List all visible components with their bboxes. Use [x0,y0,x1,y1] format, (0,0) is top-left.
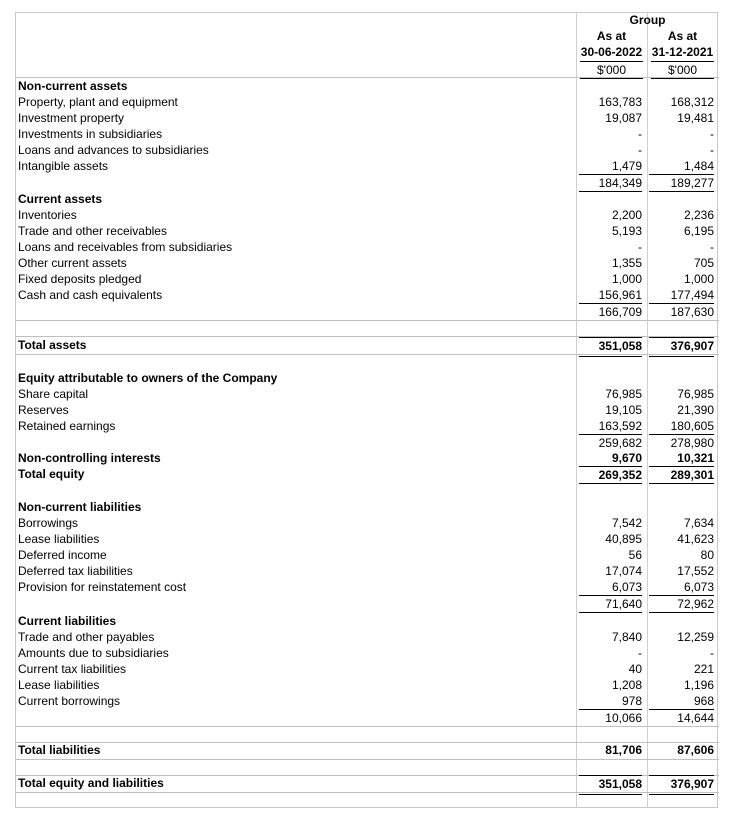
value-2021: 10,321 [677,451,714,465]
section-heading [16,370,719,386]
value-2021: 705 [693,256,714,270]
value-2022: 40 [628,662,642,676]
row-label: Other current assets [18,256,127,270]
row-label: Property, plant and equipment [18,95,178,109]
value-2021: 1,484 [683,159,714,173]
row-label: Deferred tax liabilities [18,564,133,578]
value-2022: 163,592 [598,419,642,433]
col1-unit: $'000 [580,61,643,79]
row-label: Lease liabilities [18,532,100,546]
value-2022: 7,840 [611,630,642,644]
row-label: Intangible assets [18,159,109,173]
total-row [16,466,719,482]
value-2021: 6,073 [683,580,714,594]
row-label: Loans and receivables from subsidiaries [18,240,233,254]
row-label: Current liabilities [18,614,117,628]
row-label: Investments in subsidiaries [18,127,163,141]
value-2021: 19,481 [677,111,714,125]
subtotal-row [16,595,719,611]
value-2021: 278,980 [649,434,714,451]
subtotal-row [16,303,719,319]
table-row [16,515,719,531]
table-row [16,142,719,158]
value-2022: 978 [621,694,642,708]
row-label: Fixed deposits pledged [18,272,142,286]
value-2021: 1,000 [683,272,714,286]
table-row [16,126,719,142]
value-2022: 17,074 [605,564,642,578]
value-2022: 56 [628,548,642,562]
section-heading [16,499,719,515]
row-separator [16,354,719,355]
col2-header-line1: As at [667,29,698,43]
value-2022: 9,670 [611,451,642,465]
value-2022: 1,479 [611,159,642,173]
row-separator [16,726,719,727]
row-label: Amounts due to subsidiaries [18,646,169,660]
value-2021: 1,196 [683,678,714,692]
balance-sheet [15,12,718,808]
row-separator [16,320,719,321]
row-label: Provision for reinstatement cost [18,580,187,594]
value-2021: - [710,646,714,660]
value-2021: 14,644 [649,709,714,727]
subtotal-row [16,709,719,725]
value-2021: 6,195 [683,224,714,238]
row-label: Total liabilities [18,743,101,757]
value-2022: 1,208 [611,678,642,692]
value-2021: 376,907 [649,337,714,357]
row-label: Share capital [18,387,89,401]
total-row [16,775,719,791]
col2-unit: $'000 [651,61,714,79]
row-label: Investment property [18,111,125,125]
table-row [16,386,719,402]
value-2021: 87,606 [677,743,714,757]
row-label: Lease liabilities [18,678,100,692]
value-2021: 76,985 [677,387,714,401]
value-2022: 5,193 [611,224,642,238]
value-2021: - [710,240,714,254]
value-2022: 6,073 [611,580,642,594]
row-label: Total equity [18,467,85,481]
value-2021: 2,236 [683,208,714,222]
subtotal-row [16,434,719,450]
row-label: Trade and other payables [18,630,155,644]
table-row [16,255,719,271]
value-2022: - [638,240,642,254]
value-2022: 156,961 [598,288,642,302]
value-2021: - [710,127,714,141]
value-2021: 72,962 [649,595,714,613]
table-row [16,645,719,661]
value-2021: 177,494 [670,288,714,302]
table-row [16,287,719,303]
table-row [16,693,719,709]
row-label: Cash and cash equivalents [18,288,163,302]
value-2022: - [638,646,642,660]
value-2022: 40,895 [605,532,642,546]
value-2022: 81,706 [605,743,642,757]
table-row [16,579,719,595]
row-label: Current borrowings [18,694,121,708]
value-2022: 10,066 [579,709,642,727]
row-label: Trade and other receivables [18,224,167,238]
total-row [16,337,719,353]
value-2022: 1,000 [611,272,642,286]
value-2021: 80 [700,548,714,562]
table-row [16,531,719,547]
value-2022: 259,682 [579,434,642,451]
row-label: Borrowings [18,516,79,530]
value-2021: 968 [693,694,714,708]
value-2022: 76,985 [605,387,642,401]
table-row [16,547,719,563]
value-2021: 17,552 [677,564,714,578]
value-2022: 71,640 [579,595,642,613]
value-2021: 168,312 [670,95,714,109]
value-2021: 221 [693,662,714,676]
row-label: Current assets [18,192,103,206]
table-row [16,677,719,693]
value-2022: - [638,127,642,141]
table-row [16,223,719,239]
value-2022: 19,087 [605,111,642,125]
total-row [16,742,719,758]
row-label: Non-current assets [18,79,128,93]
row-label: Non-current liabilities [18,500,142,514]
group-header: Group [629,13,666,27]
value-2022: 184,349 [579,174,642,192]
value-2022: 2,200 [611,208,642,222]
value-2021: - [710,143,714,157]
value-2021: 376,907 [649,775,714,795]
value-2021: 7,634 [683,516,714,530]
row-label: Non-controlling interests [18,451,161,465]
value-2021: 41,623 [677,532,714,546]
row-separator [16,759,719,760]
subtotal-row [16,174,719,190]
row-label: Equity attributable to owners of the Company [18,371,278,385]
col2-header-line2: 31-12-2021 [651,45,714,59]
table-row [16,271,719,287]
table-row [16,418,719,434]
value-2022: 351,058 [579,337,642,357]
value-2022: 7,542 [611,516,642,530]
value-2021: 21,390 [677,403,714,417]
value-2022: - [638,143,642,157]
value-2021: 12,259 [677,630,714,644]
value-2021: 180,605 [670,419,714,433]
table-row [16,239,719,255]
value-2021: 289,301 [649,466,714,484]
row-label: Total equity and liabilities [18,776,164,790]
table-row [16,94,719,110]
table-row [16,207,719,223]
table-row [16,563,719,579]
col1-header-line2: 30-06-2022 [580,45,643,59]
table-row [16,661,719,677]
row-label: Total assets [18,338,87,352]
value-2021: 187,630 [649,303,714,321]
col1-header-line1: As at [596,29,627,43]
section-heading [16,191,719,207]
table-row [16,450,719,466]
row-separator [16,792,719,793]
row-label: Inventories [18,208,77,222]
table-row [16,158,719,174]
value-2022: 269,352 [579,466,642,484]
section-heading [16,78,719,94]
value-2022: 163,783 [598,95,642,109]
value-2022: 166,709 [579,303,642,321]
row-label: Retained earnings [18,419,116,433]
table-row [16,402,719,418]
row-label: Current tax liabilities [18,662,127,676]
value-2022: 1,355 [611,256,642,270]
row-label: Loans and advances to subsidiaries [18,143,209,157]
value-2021: 189,277 [649,174,714,192]
value-2022: 351,058 [579,775,642,795]
value-2022: 19,105 [605,403,642,417]
section-heading [16,613,719,629]
table-row [16,110,719,126]
table-row [16,629,719,645]
row-label: Reserves [18,403,69,417]
row-label: Deferred income [18,548,107,562]
